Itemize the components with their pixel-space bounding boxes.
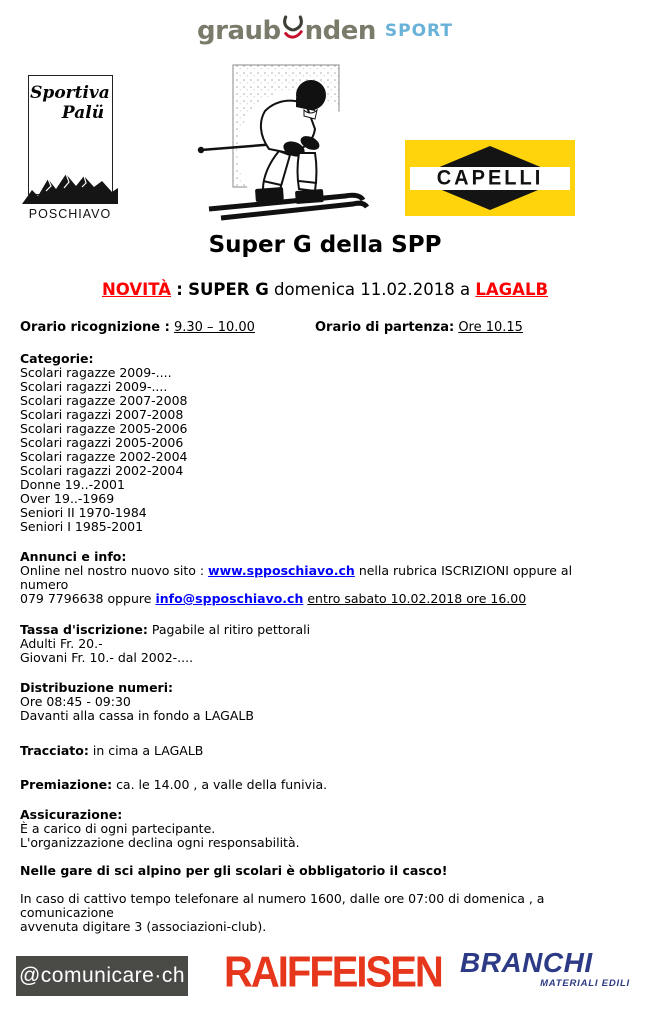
weather-notice	[20, 892, 622, 934]
insurance-line-1: È a carico di ogni partecipante.	[20, 821, 216, 836]
novita-label: NOVITÀ	[101, 280, 171, 299]
category-item: Seniori I 1985-2001	[20, 519, 144, 534]
recon-time	[20, 320, 255, 335]
capelli-band	[410, 167, 570, 190]
mountain-icon	[22, 170, 118, 204]
bibs-time: Ore 08:45 - 09:30	[20, 694, 131, 709]
info-line1-pre: Online nel nostro nuovo sito :	[20, 563, 205, 578]
category-item: Scolari ragazze 2002-2004	[20, 449, 188, 464]
weather-line-1: In caso di cattivo tempo telefonare al numero 1600, dalle ore 07:00 di domenica , a comunicazione	[20, 891, 545, 920]
category-item: Scolari ragazze 2005-2006	[20, 421, 188, 436]
info-line-2	[20, 592, 622, 606]
category-item: Scolari ragazze 2007-2008	[20, 393, 188, 408]
insurance-section	[20, 808, 622, 850]
insurance-heading: Assicurazione:	[20, 807, 123, 822]
skier-illustration	[193, 57, 375, 229]
category-item: Scolari ragazzi 2005-2006	[20, 435, 184, 450]
graubunden-sport-logo	[0, 10, 650, 52]
category-item: Seniori II 1970-1984	[20, 505, 147, 520]
email-link[interactable]: info@spposchiavo.ch	[155, 591, 304, 606]
announcement-superg: SUPER G	[188, 280, 269, 299]
course-heading: Tracciato:	[20, 743, 89, 758]
course-rest: in cima a LAGALB	[92, 743, 204, 758]
announcement-colon: :	[176, 280, 183, 299]
club-city-label: POSCHIAVO	[28, 207, 112, 221]
body-content	[20, 352, 622, 934]
recon-value: 9.30 – 10.00	[173, 320, 255, 335]
categories-heading: Categorie:	[20, 351, 94, 366]
website-link[interactable]: www.spposchiavo.ch	[208, 563, 355, 578]
start-label: Orario di partenza:	[315, 320, 455, 335]
announcement-line	[0, 280, 650, 299]
categories-section	[20, 352, 622, 534]
start-time	[315, 320, 523, 335]
prizes-section	[20, 778, 622, 792]
weather-line-2: avvenuta digitare 3 (associazioni-club).	[20, 919, 267, 934]
sportiva-palu-logo	[22, 75, 118, 221]
category-item: Donne 19..-2001	[20, 477, 125, 492]
capelli-label: CAPELLI	[436, 166, 544, 190]
branchi-label: BRANCHI	[460, 947, 593, 978]
fee-line-adults: Adulti Fr. 20.-	[20, 636, 103, 651]
graubunden-text-right: nden	[304, 16, 376, 46]
category-item: Scolari ragazze 2009-....	[20, 365, 172, 380]
club-name-line1: Sportiva	[30, 83, 110, 103]
info-heading: Annunci e info:	[20, 549, 127, 564]
bibs-heading: Distribuzione numeri:	[20, 680, 173, 695]
club-logo-name	[22, 83, 118, 123]
fee-line-juniors: Giovani Fr. 10.- dal 2002-....	[20, 650, 194, 665]
branchi-logo	[460, 948, 632, 989]
recon-label: Orario ricognizione :	[20, 320, 170, 335]
fee-heading-line	[20, 623, 622, 637]
info-line1-post: nella rubrica ISCRIZIONI oppure al numero	[20, 563, 573, 592]
ibex-icon	[282, 15, 304, 41]
announcement-date: domenica 11.02.2018 a	[274, 280, 471, 299]
fee-heading-rest: Pagabile al ritiro pettorali	[151, 622, 311, 637]
bib-distribution-section	[20, 681, 622, 723]
course-section	[20, 744, 622, 758]
info-line2-pre: 079 7796638 oppure	[20, 591, 152, 606]
category-item: Scolari ragazzi 2002-2004	[20, 463, 184, 478]
insurance-line-2: L'organizzazione declina ogni responsabilità.	[20, 835, 300, 850]
graubunden-sport-label: SPORT	[384, 21, 453, 41]
announcement-location: LAGALB	[475, 280, 549, 299]
graubunden-text-left: graub	[197, 16, 281, 46]
helmet-notice: Nelle gare di sci alpino per gli scolari è obbligatorio il casco!	[20, 863, 448, 878]
schedule-row	[20, 320, 630, 338]
bibs-place: Davanti alla cassa in fondo a LAGALB	[20, 708, 254, 723]
raiffeisen-logo: RAIFFEISEN	[224, 948, 442, 997]
prizes-rest: ca. le 14.00 , a valle della funivia.	[116, 777, 328, 792]
category-item: Over 19..-1969	[20, 491, 115, 506]
club-name-line2: Palü	[61, 103, 105, 123]
capelli-logo	[405, 140, 575, 216]
prizes-heading: Premiazione:	[20, 777, 113, 792]
comunicare-logo: @comunicare·ch	[16, 956, 188, 996]
category-item: Scolari ragazzi 2009-....	[20, 379, 168, 394]
category-item: Scolari ragazzi 2007-2008	[20, 407, 184, 422]
info-section	[20, 550, 622, 606]
branchi-subtitle: MATERIALI EDILI	[540, 978, 630, 989]
info-deadline: entro sabato 10.02.2018 ore 16.00	[307, 591, 527, 606]
info-line-1	[20, 564, 622, 592]
page-title: Super G della SPP	[208, 232, 442, 258]
fee-heading: Tassa d'iscrizione:	[20, 622, 148, 637]
start-value: Ore 10.15	[458, 320, 523, 335]
fee-section	[20, 623, 622, 665]
